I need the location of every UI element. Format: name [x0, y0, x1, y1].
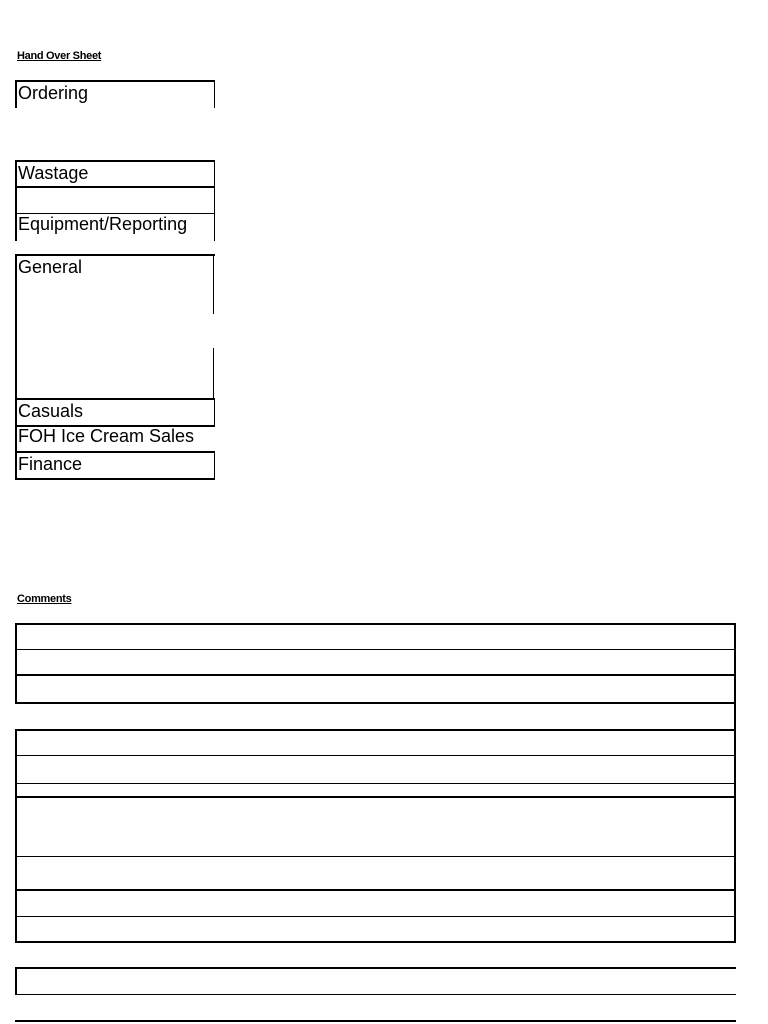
- comments-right-border: [734, 704, 736, 730]
- foh-ice-cream-sales-label: FOH Ice Cream Sales: [18, 426, 195, 446]
- general-label: General: [18, 257, 83, 277]
- comments-row-divider: [15, 783, 736, 784]
- comments-row-divider: [15, 916, 736, 917]
- finance-label: Finance: [18, 454, 83, 474]
- casuals-cell[interactable]: [15, 398, 215, 427]
- wastage-label: Wastage: [18, 163, 89, 183]
- equipment-reporting-label: Equipment/Reporting: [18, 214, 188, 234]
- comments-row-divider: [15, 856, 736, 857]
- comments-row-divider: [15, 889, 736, 891]
- comments-row-divider: [15, 796, 736, 798]
- comments-block-3: [15, 967, 736, 995]
- sheet-title: Hand Over Sheet: [17, 50, 102, 62]
- comments-block-1: [15, 623, 736, 704]
- comments-row-divider: [15, 755, 736, 756]
- ordering-cell[interactable]: [15, 80, 215, 108]
- comments-bottom-line: [15, 1020, 736, 1022]
- general-right-border-bottom: [213, 348, 214, 400]
- wastage-blank-cell[interactable]: [15, 186, 215, 214]
- general-right-border-top: [213, 254, 214, 314]
- wastage-cell[interactable]: [15, 160, 215, 188]
- comments-block-2: [15, 729, 736, 943]
- equipment-reporting-cell[interactable]: [15, 213, 215, 241]
- comments-row-divider: [15, 649, 736, 650]
- foh-ice-cream-sales-cell[interactable]: [15, 425, 215, 452]
- comments-row-divider: [15, 674, 736, 676]
- comments-heading: Comments: [17, 593, 72, 605]
- general-cell[interactable]: [15, 254, 215, 400]
- finance-cell[interactable]: [15, 451, 215, 480]
- ordering-label: Ordering: [18, 83, 89, 103]
- casuals-label: Casuals: [18, 401, 84, 421]
